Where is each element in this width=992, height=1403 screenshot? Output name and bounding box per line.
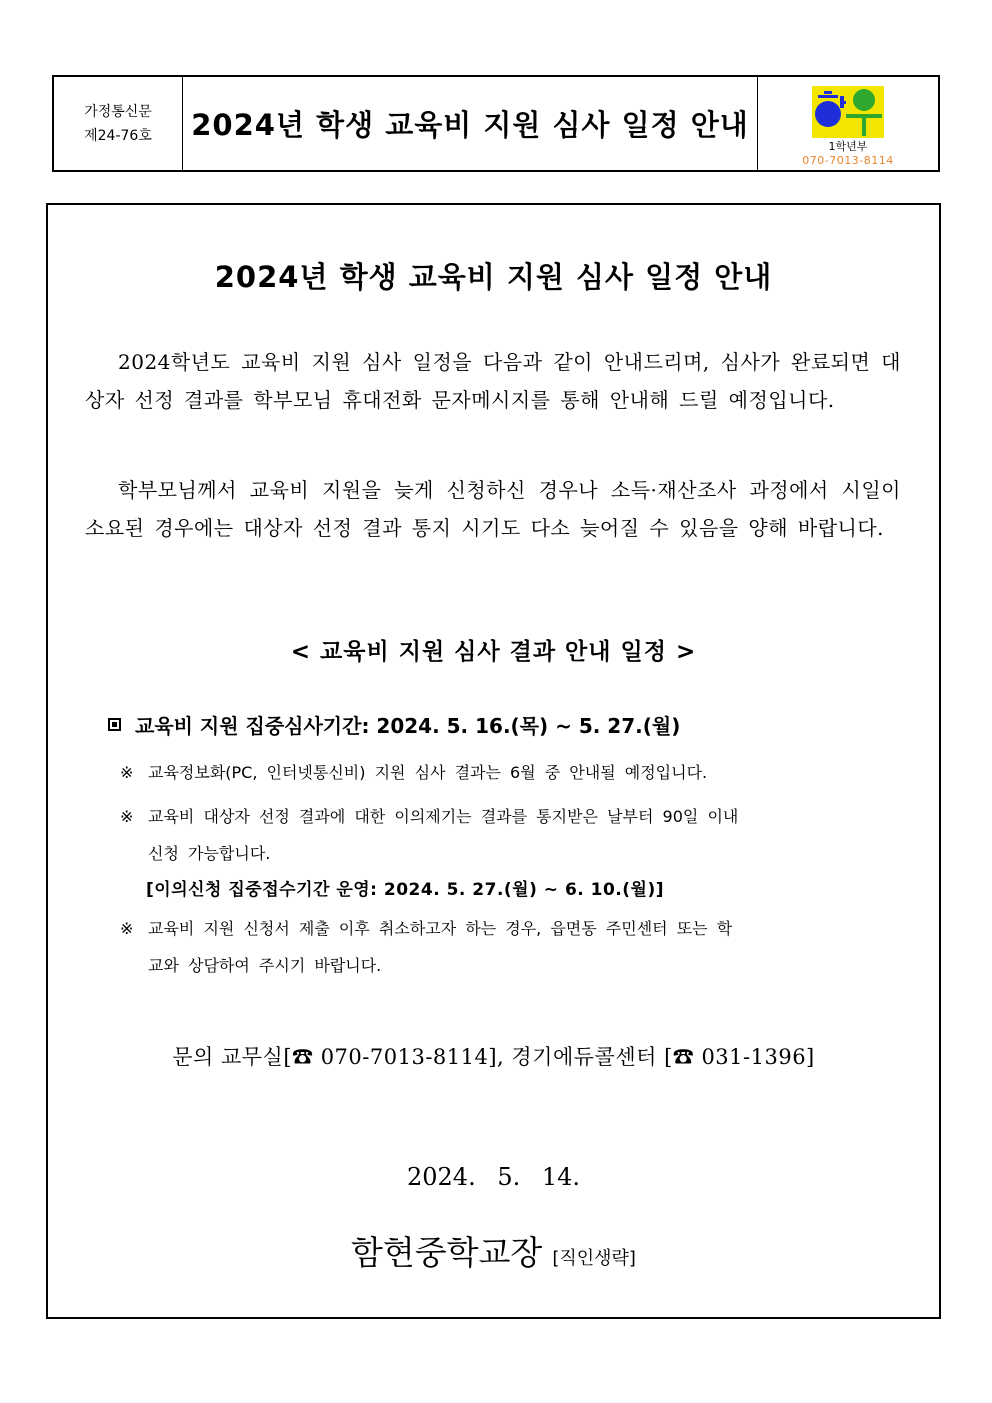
notice-paragraph: 학부모님께서 교육비 지원을 늦게 신청하신 경우나 소득·재산조사 과정에서 시일이 소요된 경우에는 대상자 선정 결과 통지 시기도 다소 늦어질 수 있음을 양해 바랍니다. <box>85 478 901 540</box>
school-logo-icon <box>812 86 884 138</box>
page-title: 2024년 학생 교육비 지원 심사 일정 안내 <box>214 260 773 294</box>
main-content-box <box>46 203 941 1319</box>
seal-note: [직인생략] <box>552 1248 636 1269</box>
square-bullet-icon <box>108 718 121 731</box>
signature-block <box>48 1227 939 1274</box>
appeal-period: [이의신청 집중접수기간 운영: 2024. 5. 27.(월) ~ 6. 10.(월)] <box>146 880 664 900</box>
note-text-continued: 교와 상담하여 주시기 바랍니다. <box>148 956 382 975</box>
note-mark: ※ <box>120 919 134 938</box>
note-text: 교육정보화(PC, 인터넷통신비) 지원 심사 결과는 6월 중 안내될 예정입니다. <box>148 763 708 782</box>
header-title: 2024년 학생 교육비 지원 심사 일정 안내 <box>183 77 758 170</box>
schedule-title: < 교육비 지원 심사 결과 안내 일정 > <box>290 639 697 665</box>
logo-dept: 1학년부 <box>828 140 868 153</box>
contact-info: 문의 교무실[☎ 070-7013-8114], 경기에듀콜센터 [☎ 031-1396] <box>172 1045 815 1069</box>
logo-phone: 070-7013-8114 <box>802 154 894 167</box>
review-period-text: 교육비 지원 집중심사기간: 2024. 5. 16.(목) ~ 5. 27.(월) <box>135 714 681 738</box>
header-table <box>52 75 940 172</box>
principal-name: 함현중학교장 <box>351 1233 543 1272</box>
issue-date: 2024. 5. 14. <box>406 1163 581 1191</box>
note-mark: ※ <box>120 807 134 826</box>
note-text: 교육비 대상자 선정 결과에 대한 이의제기는 결과를 통지받은 날부터 90일 이내 <box>148 807 739 826</box>
note-text-continued: 신청 가능합니다. <box>148 844 271 863</box>
note-item <box>120 910 890 984</box>
logo-cell <box>758 77 938 170</box>
note-text: 교육비 지원 신청서 제출 이후 취소하고자 하는 경우, 읍면동 주민센터 또는 학 <box>148 919 733 938</box>
doc-number: 제24-76호 <box>84 127 152 144</box>
doc-type: 가정통신문 <box>84 103 152 120</box>
intro-paragraph: 2024학년도 교육비 지원 심사 일정을 다음과 같이 안내드리며, 심사가 완료되면 대상자 선정 결과를 학부모님 휴대전화 문자메시지를 통해 안내해 드릴 예정입니다. <box>85 350 901 412</box>
review-period <box>108 710 680 739</box>
note-item <box>120 798 890 872</box>
note-item <box>120 754 890 791</box>
note-mark: ※ <box>120 763 134 782</box>
doc-info-cell <box>54 77 183 170</box>
